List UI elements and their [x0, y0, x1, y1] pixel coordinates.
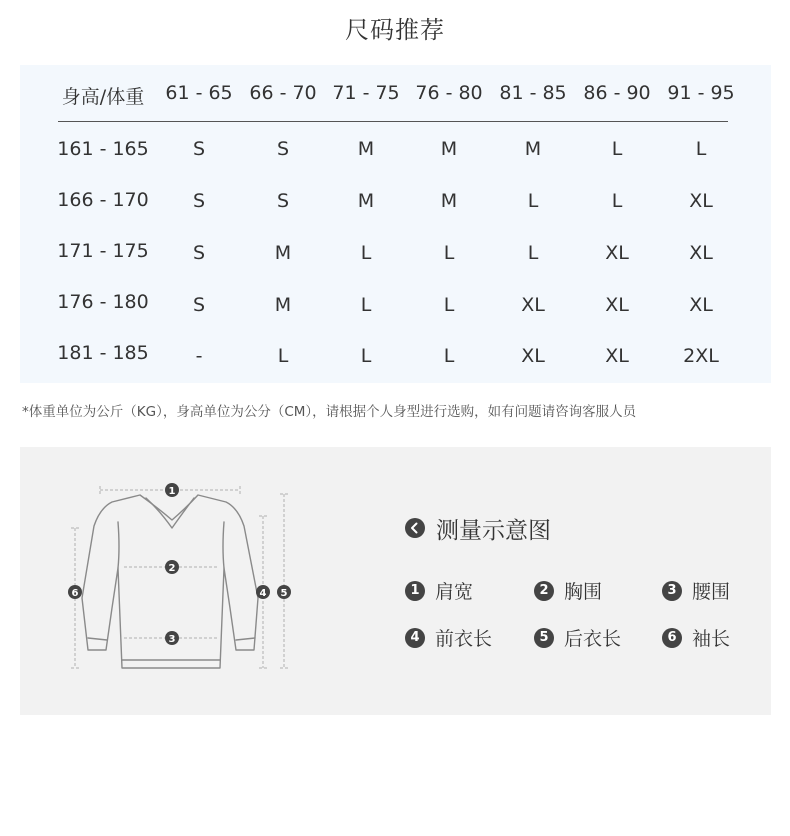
legend-item-front-length — [405, 624, 492, 651]
legend-item-back-length — [534, 624, 621, 651]
weight-header: 76 - 80 — [415, 82, 483, 104]
weight-header: 66 - 70 — [249, 82, 317, 104]
legend-item-waist — [662, 577, 730, 604]
legend-label: 袖长 — [692, 628, 731, 650]
number-badge-icon: 6 — [662, 628, 682, 648]
marker-1 — [165, 483, 179, 497]
svg-text:5: 5 — [280, 588, 288, 599]
size-cell: XL — [689, 242, 713, 264]
weight-header: 61 - 65 — [165, 82, 233, 104]
size-cell: L — [527, 190, 539, 212]
number-badge-icon: 4 — [405, 628, 425, 648]
size-cell: M — [274, 242, 292, 264]
size-note: *体重单位为公斤（KG），身高单位为公分（CM），请根据个人身型进行选购，如有问题请咨询客服人员 — [22, 404, 637, 420]
svg-text:4: 4 — [259, 588, 267, 599]
size-cell: - — [195, 345, 203, 367]
header-divider — [58, 121, 728, 122]
size-cell: L — [277, 345, 289, 367]
height-label: 171 - 175 — [57, 240, 149, 262]
svg-text:1: 1 — [168, 486, 176, 497]
size-cell: M — [357, 138, 375, 160]
svg-text:3: 3 — [168, 634, 176, 645]
size-cell: L — [360, 345, 372, 367]
marker-2 — [165, 560, 179, 574]
height-label: 161 - 165 — [57, 138, 149, 160]
size-cell: XL — [605, 242, 629, 264]
number-badge-icon: 5 — [534, 628, 554, 648]
weight-header: 71 - 75 — [332, 82, 400, 104]
size-cell: S — [276, 190, 290, 212]
size-cell: L — [443, 242, 455, 264]
size-cell: L — [527, 242, 539, 264]
size-cell: L — [443, 345, 455, 367]
legend-label: 腰围 — [692, 581, 731, 603]
marker-6 — [68, 585, 82, 599]
size-cell: L — [611, 190, 623, 212]
number-badge-icon: 1 — [405, 581, 425, 601]
weight-header: 81 - 85 — [499, 82, 567, 104]
size-cell: L — [360, 294, 372, 316]
legend-label: 前衣长 — [435, 628, 493, 650]
legend-label: 胸围 — [564, 581, 603, 603]
size-table — [20, 65, 771, 383]
size-cell: L — [443, 294, 455, 316]
size-cell: S — [192, 138, 206, 160]
legend-label: 后衣长 — [564, 628, 622, 650]
size-cell: S — [276, 138, 290, 160]
size-cell: M — [440, 138, 458, 160]
size-cell: M — [440, 190, 458, 212]
number-badge-icon: 2 — [534, 581, 554, 601]
size-cell: S — [192, 242, 206, 264]
marker-3 — [165, 631, 179, 645]
page-title: 尺码推荐 — [345, 16, 445, 44]
size-cell: XL — [689, 190, 713, 212]
size-cell: L — [360, 242, 372, 264]
height-label: 166 - 170 — [57, 189, 149, 211]
diagram-title: 测量示意图 — [436, 518, 551, 544]
marker-5 — [277, 585, 291, 599]
weight-header: 86 - 90 — [583, 82, 651, 104]
size-cell: M — [274, 294, 292, 316]
size-cell: XL — [521, 294, 545, 316]
height-label: 181 - 185 — [57, 342, 149, 364]
sweater-diagram — [60, 478, 310, 688]
number-badge-icon: 3 — [662, 581, 682, 601]
size-cell: S — [192, 190, 206, 212]
legend-item-chest — [534, 577, 602, 604]
size-cell: XL — [605, 345, 629, 367]
size-cell: XL — [521, 345, 545, 367]
size-cell: S — [192, 294, 206, 316]
svg-text:6: 6 — [71, 588, 79, 599]
svg-text:2: 2 — [168, 563, 176, 574]
legend-item-sleeve — [662, 624, 730, 651]
size-cell: L — [695, 138, 707, 160]
size-cell: 2XL — [683, 345, 719, 367]
size-cell: XL — [689, 294, 713, 316]
weight-header: 91 - 95 — [667, 82, 735, 104]
back-arrow-icon — [405, 518, 425, 538]
legend-item-shoulder — [405, 577, 473, 604]
height-label: 176 - 180 — [57, 291, 149, 313]
size-cell: M — [524, 138, 542, 160]
marker-4 — [256, 585, 270, 599]
table-corner-header: 身高/体重 — [61, 86, 145, 108]
size-cell: L — [611, 138, 623, 160]
legend-label: 肩宽 — [435, 581, 474, 603]
size-cell: XL — [605, 294, 629, 316]
size-cell: M — [357, 190, 375, 212]
